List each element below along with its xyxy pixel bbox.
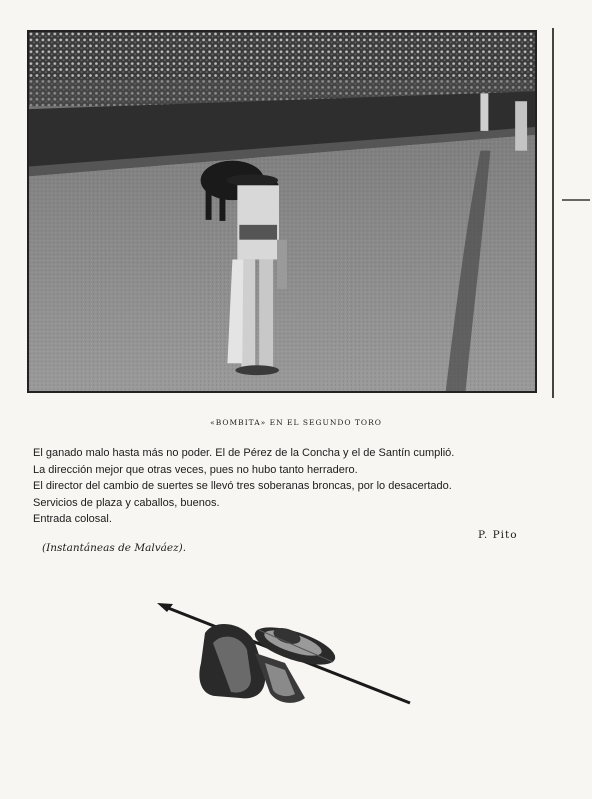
photo-caption: «BOMBITA» EN EL SEGUNDO TORO — [210, 418, 382, 427]
paragraph: El ganado malo hasta más no poder. El de Pérez de la Concha y el de Santín cumplió. — [33, 447, 455, 459]
author-signature: P. Pito — [478, 529, 518, 541]
margin-mark — [562, 199, 590, 201]
paragraph: Servicios de plaza y caballos, buenos. — [33, 496, 220, 509]
bullfight-scene-image — [29, 32, 535, 391]
article-body — [33, 445, 553, 528]
montera-capote-and-pike-icon — [155, 598, 417, 710]
bullfight-photo — [27, 30, 537, 393]
paragraph: La dirección mejor que otras veces, pues no hubo tanto herradero. — [33, 463, 358, 476]
paragraph: Entrada colosal. — [33, 513, 112, 525]
photo-credit: (Instantáneas de Malváez). — [42, 542, 187, 554]
margin-rule — [552, 28, 554, 398]
paragraph: El director del cambio de suertes se llevó tres soberanas broncas, por lo desacertado. — [33, 480, 452, 492]
